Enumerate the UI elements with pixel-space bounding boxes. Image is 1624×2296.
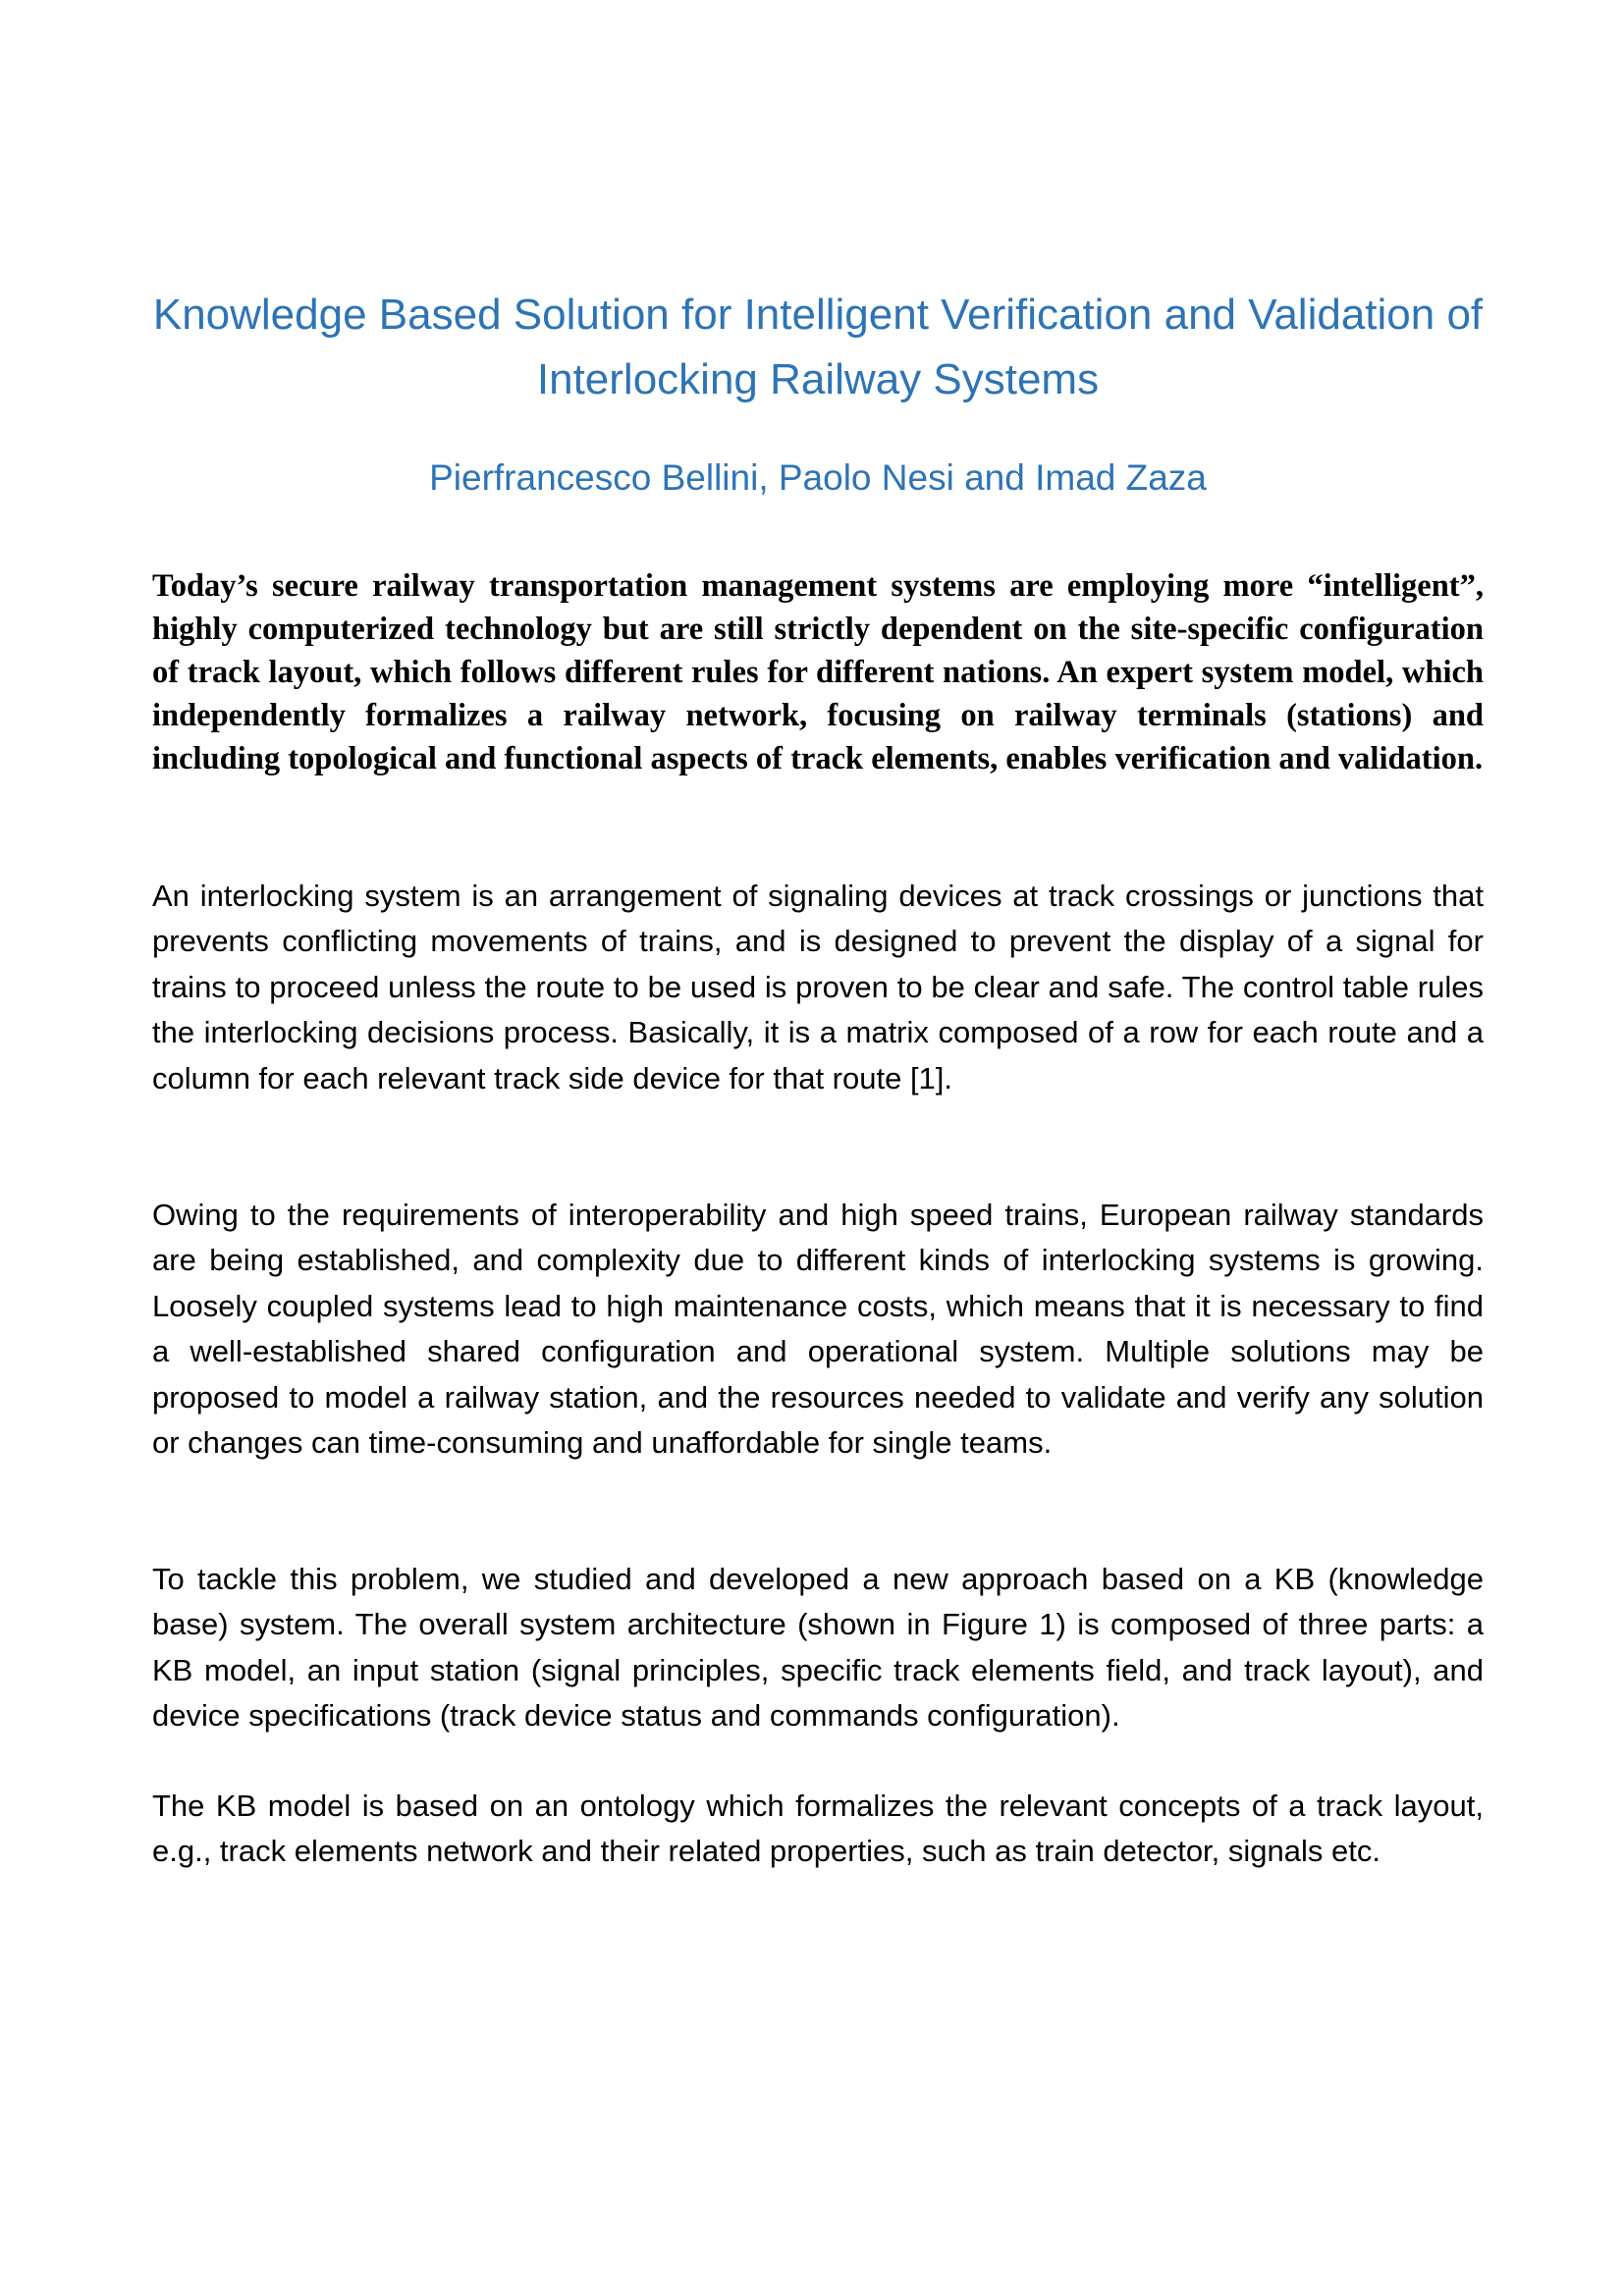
body-paragraph-4: The KB model is based on an ontology which formalizes the relevant concepts of a track layout, e.g., track elements network and their related properties, such as train detector, signals etc.: [152, 1789, 1484, 1869]
body-paragraph-3: To tackle this problem, we studied and developed a new approach based on a KB (knowledge base) system. The overall system architecture (shown in Figure 1) is composed of three parts: a KB model, an input station (signal principles, specific track elements field, and track layout), and device specifications (track device status and commands configuration).: [152, 1562, 1484, 1734]
paper-title: Knowledge Based Solution for Intelligent Verification and Validation of Interlocking Railway Systems: [152, 291, 1484, 403]
body-paragraph-2: Owing to the requirements of interoperability and high speed trains, European railway standards are being established, and complexity due to different kinds of interlocking systems is growing. Loosely coupled systems lead to high maintenance costs, which means that it is necessary to find a well-established shared configuration and operational system. Multiple solutions may be proposed to model a railway station, and the resources needed to validate and verify any solution or changes can time-consuming and unaffordable for single teams.: [152, 1198, 1484, 1461]
body-paragraph-1: An interlocking system is an arrangement of signaling devices at track crossings or junctions that prevents conflicting movements of trains, and is designed to prevent the display of a signal for trains to proceed unless the route to be used is proven to be clear and safe. The control table rules the interlocking decisions process. Basically, it is a matrix composed of a row for each route and a column for each relevant track side device for that route [1].: [152, 879, 1484, 1095]
abstract-paragraph: Today’s secure railway transportation management systems are employing more “intelligent”, highly computerized technology but are still strictly dependent on the site-specific configuration of track layout, which follows different rules for different nations. An expert system model, which independently formalizes a railway network, focusing on railway terminals (stations) and including topological and functional aspects of track elements, enables verification and validation.: [152, 568, 1484, 776]
paper-authors: Pierfrancesco Bellini, Paolo Nesi and Imad Zaza: [429, 457, 1207, 498]
